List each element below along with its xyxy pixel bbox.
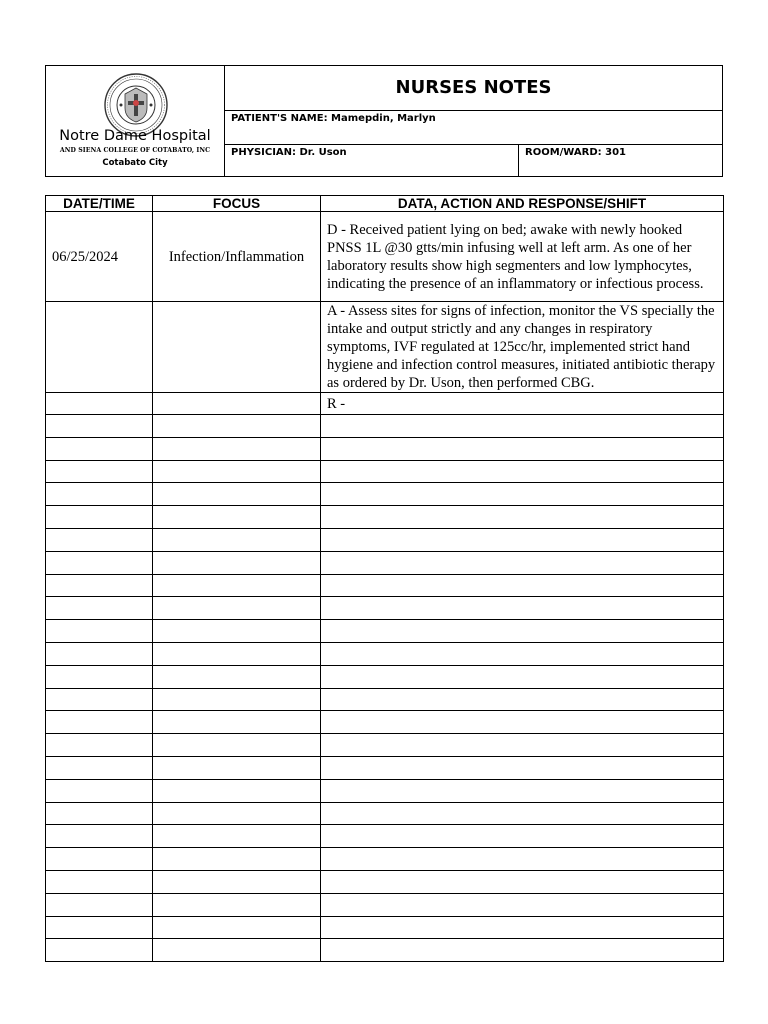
empty-cell: [321, 665, 724, 688]
empty-cell: [153, 870, 321, 893]
empty-table-row: [46, 483, 724, 506]
patient-cell: [225, 111, 722, 145]
empty-cell: [46, 574, 153, 597]
empty-cell: [153, 916, 321, 939]
empty-table-row: [46, 870, 724, 893]
patient-name-field: PATIENT'S NAME: Mamepdin, Marlyn: [231, 113, 436, 124]
empty-cell: [46, 597, 153, 620]
empty-cell: [321, 597, 724, 620]
hospital-name: Notre Dame Hospital: [59, 128, 211, 144]
empty-table-row: [46, 551, 724, 574]
empty-cell: [321, 574, 724, 597]
notes-cell: D - Received patient lying on bed; awake with newly hooked PNSS 1L @30 gtts/min infusing well at left arm. As one of her laboratory results show high segmenters and low lymphocytes, indicating the presence of an inflammatory or infectious process.: [321, 212, 724, 302]
empty-cell: [46, 939, 153, 962]
empty-table-row: [46, 711, 724, 734]
table-row: [46, 302, 724, 393]
empty-table-row: [46, 665, 724, 688]
empty-cell: [46, 665, 153, 688]
empty-cell: [321, 734, 724, 757]
empty-cell: [46, 711, 153, 734]
empty-cell: [153, 825, 321, 848]
empty-table-row: [46, 437, 724, 460]
notes-cell: A - Assess sites for signs of infection, monitor the VS specially the intake and output strictly and any changes in respiratory symptoms, IVF regulated at 125cc/hr, implemented strict hand hygiene and infection control measures, initiated antibiotic therapy as ordered by Dr. Uson, then performed CBG.: [321, 302, 724, 393]
column-header-focus: FOCUS: [153, 196, 321, 212]
empty-cell: [321, 528, 724, 551]
empty-cell: [46, 802, 153, 825]
empty-cell: [153, 574, 321, 597]
empty-table-row: [46, 848, 724, 871]
empty-table-row: [46, 620, 724, 643]
date-cell: 06/25/2024: [46, 212, 153, 302]
empty-cell: [321, 415, 724, 438]
empty-cell: [321, 779, 724, 802]
room-ward-field: ROOM/WARD: 301: [525, 147, 626, 158]
empty-table-row: [46, 574, 724, 597]
empty-cell: [153, 437, 321, 460]
focus-cell: Infection/Inflammation: [153, 212, 321, 302]
logo-cell: [46, 66, 225, 176]
empty-cell: [153, 620, 321, 643]
empty-cell: [46, 415, 153, 438]
empty-cell: [321, 756, 724, 779]
empty-cell: [46, 893, 153, 916]
empty-table-row: [46, 779, 724, 802]
date-cell: [46, 393, 153, 415]
empty-cell: [321, 893, 724, 916]
empty-cell: [46, 483, 153, 506]
empty-cell: [321, 848, 724, 871]
empty-cell: [153, 688, 321, 711]
physician-field: PHYSICIAN: Dr. Uson: [231, 147, 347, 158]
empty-table-row: [46, 893, 724, 916]
empty-cell: [46, 756, 153, 779]
empty-table-row: [46, 460, 724, 483]
table-row: [46, 212, 724, 302]
empty-table-row: [46, 825, 724, 848]
empty-table-row: [46, 756, 724, 779]
empty-table-row: [46, 597, 724, 620]
empty-cell: [321, 460, 724, 483]
empty-cell: [153, 711, 321, 734]
empty-cell: [46, 848, 153, 871]
physician-cell: [225, 145, 519, 176]
empty-table-row: [46, 734, 724, 757]
empty-cell: [153, 506, 321, 529]
empty-table-row: [46, 939, 724, 962]
document-title: NURSES NOTES: [395, 77, 552, 98]
empty-table-row: [46, 528, 724, 551]
column-header-notes: DATA, ACTION AND RESPONSE/SHIFT: [321, 196, 724, 212]
nurses-notes-table: [45, 195, 724, 962]
empty-cell: [46, 916, 153, 939]
empty-table-row: [46, 506, 724, 529]
empty-cell: [46, 779, 153, 802]
title-cell: [225, 66, 722, 111]
empty-cell: [153, 642, 321, 665]
empty-cell: [321, 688, 724, 711]
empty-table-row: [46, 688, 724, 711]
table-row: [46, 393, 724, 415]
empty-cell: [321, 437, 724, 460]
empty-cell: [153, 779, 321, 802]
empty-cell: [321, 642, 724, 665]
empty-cell: [153, 460, 321, 483]
empty-cell: [46, 825, 153, 848]
empty-cell: [46, 870, 153, 893]
empty-table-row: [46, 415, 724, 438]
empty-cell: [321, 711, 724, 734]
table-header-row: [46, 196, 724, 212]
empty-cell: [153, 528, 321, 551]
empty-cell: [321, 870, 724, 893]
empty-cell: [153, 756, 321, 779]
empty-table-row: [46, 802, 724, 825]
empty-cell: [153, 415, 321, 438]
room-cell: [519, 145, 722, 176]
empty-cell: [46, 734, 153, 757]
empty-cell: [321, 506, 724, 529]
empty-cell: [321, 483, 724, 506]
empty-cell: [46, 506, 153, 529]
empty-cell: [153, 734, 321, 757]
empty-cell: [46, 642, 153, 665]
header-block: [45, 65, 723, 177]
empty-cell: [46, 551, 153, 574]
focus-cell: [153, 393, 321, 415]
empty-cell: [153, 483, 321, 506]
column-header-date: DATE/TIME: [46, 196, 153, 212]
empty-cell: [153, 848, 321, 871]
city-name: Cotabato City: [102, 158, 168, 168]
empty-cell: [46, 528, 153, 551]
notes-cell: R -: [321, 393, 724, 415]
empty-cell: [153, 665, 321, 688]
empty-cell: [153, 597, 321, 620]
empty-cell: [46, 620, 153, 643]
empty-cell: [321, 551, 724, 574]
date-cell: [46, 302, 153, 393]
empty-cell: [153, 802, 321, 825]
college-name: AND SIENA COLLEGE OF COTABATO, INC: [59, 147, 211, 154]
empty-cell: [46, 688, 153, 711]
empty-cell: [153, 939, 321, 962]
empty-table-row: [46, 642, 724, 665]
empty-cell: [46, 437, 153, 460]
empty-cell: [321, 939, 724, 962]
empty-cell: [321, 916, 724, 939]
empty-cell: [321, 825, 724, 848]
focus-cell: [153, 302, 321, 393]
empty-table-row: [46, 916, 724, 939]
empty-cell: [46, 460, 153, 483]
empty-cell: [153, 551, 321, 574]
empty-cell: [321, 802, 724, 825]
empty-cell: [321, 620, 724, 643]
empty-cell: [153, 893, 321, 916]
